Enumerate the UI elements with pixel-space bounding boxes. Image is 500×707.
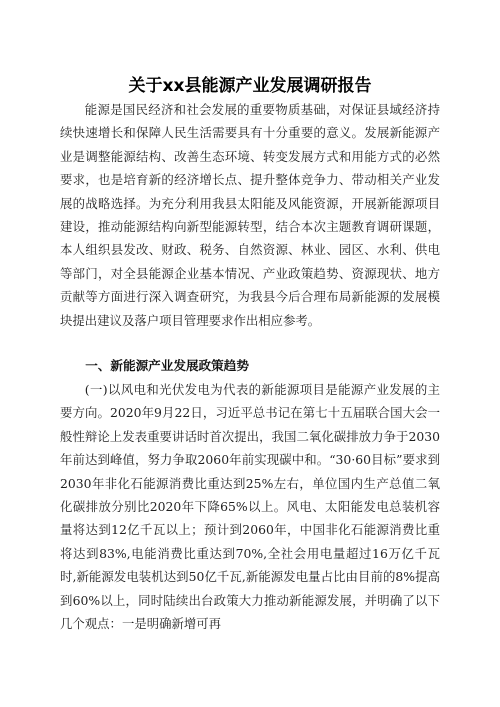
document-title: 关于xx县能源产业发展调研报告 (128, 76, 372, 97)
section-heading: 一、新能源产业发展政策趋势 (85, 358, 249, 373)
section-paragraph: (一)以风电和光伏发电为代表的新能源项目是能源产业发展的主要方向。2020年9月22日，习近平总书记在第七十五届联合国大会一般性辩论上发表重要讲话时首次提出，我国二氧化碳排放力争于2030年前达到峰值，努力争取2060年前实现碳中和。“30·60目标”要求到2030年非化石能源消费比重达到25%左右，单位国内生产总值二氧化碳排放分别比2020年下降65%以上。风电、太阳能发电总装机容量将达到12亿千瓦以上；预计到2060年，中国非化石能源消费比重将达到83%,电能消费比重达到70%,全社会用电量超过16万亿千瓦时,新能源发电装机达到50亿千瓦,新能源发电量占比由目前的8%提高到60%以上，同时陆续出台政策大力推动新能源发展，并明确了以下几个观点：一是明确新增可再 (60, 382, 440, 632)
intro-paragraph: 能源是国民经济和社会发展的重要物质基础，对保证县域经济持续快速增长和保障人民生活需要具有十分重要的意义。发展新能源产业是调整能源结构、改善生态环境、转变发展方式和用能方式的必然要求，也是培育新的经济增长点、提升整体竞争力、带动相关产业发展的战略选择。为充分利用我县太阳能及风能资源，开展新能源项目建设，推动能源结构向新型能源转型，结合本次主题教育调研课题，本人组织县发改、财政、税务、自然资源、林业、园区、水利、供电等部门，对全县能源企业基本情况、产业政策趋势、资源现状、地方贡献等方面进行深入调查研究，为我县今后合理布局新能源的发展模块提出建议及落户项目管理要求作出相应参考。 (60, 102, 440, 328)
